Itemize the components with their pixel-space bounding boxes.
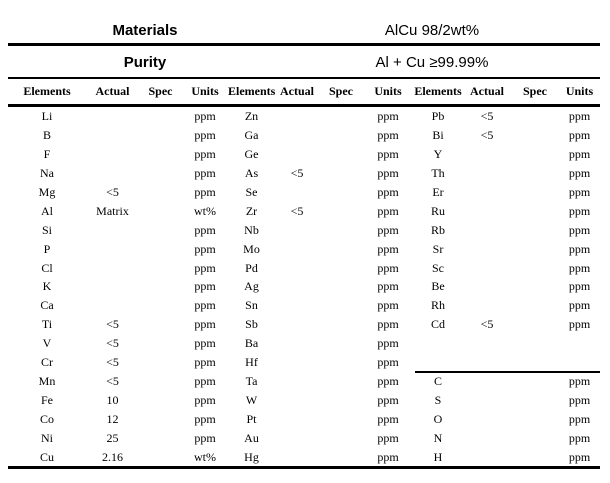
cell-element: Pd xyxy=(245,260,258,275)
cell-actual xyxy=(463,410,511,429)
cell-spec xyxy=(319,164,363,183)
cell-spec xyxy=(319,429,363,448)
cell-actual: <5 xyxy=(290,203,304,218)
cell-actual xyxy=(275,221,319,240)
cell-spec xyxy=(319,448,363,467)
cell-units: ppm xyxy=(377,336,399,351)
cell-units: ppm xyxy=(194,317,216,332)
cell-spec xyxy=(511,259,559,278)
cell-element: Ru xyxy=(430,203,445,218)
cell-spec xyxy=(139,277,182,296)
cell-units: ppm xyxy=(194,241,216,256)
cell-units: wt% xyxy=(194,203,216,218)
cell-actual: 12 xyxy=(106,412,119,426)
cell-actual: <5 xyxy=(480,317,494,332)
cell-element: Ta xyxy=(245,374,258,389)
cell-units: ppm xyxy=(568,146,591,161)
column-header-actual: Actual xyxy=(95,84,130,98)
cell-element: Al xyxy=(41,203,53,218)
cell-element: Sb xyxy=(245,317,258,332)
cell-actual xyxy=(275,259,319,278)
purity-value: Al + Cu ≥99.99% xyxy=(375,54,489,71)
cell-element: Th xyxy=(431,165,445,180)
cell-spec xyxy=(319,410,363,429)
column-header-spec: Spec xyxy=(329,84,353,98)
cell-element: Li xyxy=(41,109,53,123)
cell-units: ppm xyxy=(377,374,399,389)
materials-value: AlCu 98/2wt% xyxy=(384,22,480,39)
cell-element: F xyxy=(43,146,51,161)
cell-actual xyxy=(86,240,139,259)
cell-spec xyxy=(139,391,182,410)
cell-actual xyxy=(463,391,511,410)
cell-spec xyxy=(319,107,363,126)
cell-units: ppm xyxy=(568,412,591,426)
cell-spec xyxy=(139,296,182,315)
cell-element: Be xyxy=(431,279,445,294)
cell-spec xyxy=(139,183,182,202)
cell-spec xyxy=(139,315,182,334)
cell-actual xyxy=(275,334,319,353)
cell-units: ppm xyxy=(377,146,399,161)
cell-element: Mg xyxy=(38,184,56,199)
cell-units: wt% xyxy=(194,449,216,464)
cell-element: Ni xyxy=(41,430,53,445)
cell-actual xyxy=(463,240,511,259)
cell-spec xyxy=(511,221,559,240)
cell-actual xyxy=(463,277,511,296)
cell-actual xyxy=(463,372,511,391)
cell-element: P xyxy=(43,241,51,256)
cell-units: ppm xyxy=(568,393,591,408)
cell-element: Sn xyxy=(245,298,258,313)
cell-actual xyxy=(86,145,139,164)
cell-units: ppm xyxy=(194,222,216,237)
cell-element: Hf xyxy=(245,355,258,370)
cell-actual xyxy=(463,353,511,372)
cell-element: Cu xyxy=(39,449,54,464)
cell-actual: <5 xyxy=(480,127,494,142)
cell-actual xyxy=(275,145,319,164)
cell-units: ppm xyxy=(194,127,216,142)
cell-element: Hg xyxy=(244,449,259,464)
cell-actual xyxy=(86,277,139,296)
rule-under-materials xyxy=(8,43,600,46)
cell-element: Se xyxy=(245,184,258,199)
cell-spec xyxy=(139,126,182,145)
cell-units: ppm xyxy=(194,412,216,426)
cell-units: ppm xyxy=(194,430,216,445)
cell-element: Sr xyxy=(432,241,444,256)
cell-units: ppm xyxy=(377,279,399,294)
cell-spec xyxy=(139,107,182,126)
gas-elements-divider xyxy=(415,371,600,373)
cell-element: Sc xyxy=(432,260,444,275)
cell-units: ppm xyxy=(568,449,591,464)
cell-spec xyxy=(139,221,182,240)
cell-actual xyxy=(275,410,319,429)
cell-element: W xyxy=(245,393,258,408)
cell-units: ppm xyxy=(568,184,591,199)
cell-units: ppm xyxy=(568,374,591,389)
cell-units: ppm xyxy=(194,165,216,180)
column-header-actual: Actual xyxy=(470,84,504,98)
cell-element: Pt xyxy=(246,412,257,426)
cell-units: ppm xyxy=(377,317,399,332)
cell-actual xyxy=(275,296,319,315)
cell-units: ppm xyxy=(377,355,399,370)
cell-spec xyxy=(139,240,182,259)
cell-actual xyxy=(275,277,319,296)
cell-spec xyxy=(319,259,363,278)
column-header-units: Units xyxy=(374,84,402,98)
cell-actual xyxy=(463,145,511,164)
cell-actual xyxy=(86,164,139,183)
cell-spec xyxy=(139,164,182,183)
cell-element: Si xyxy=(41,222,52,237)
cell-element: As xyxy=(244,165,259,180)
cell-units: ppm xyxy=(377,203,399,218)
cell-spec xyxy=(319,296,363,315)
cell-spec xyxy=(319,391,363,410)
column-header-element: Elements xyxy=(414,84,462,98)
column-header-units: Units xyxy=(565,84,594,98)
cell-element: B xyxy=(42,127,51,142)
cell-units: ppm xyxy=(568,279,591,294)
cell-spec xyxy=(511,410,559,429)
cell-units: ppm xyxy=(194,146,216,161)
materials-label: Materials xyxy=(112,22,178,39)
cell-element: Ge xyxy=(244,146,259,161)
cell-spec xyxy=(319,277,363,296)
cell-actual xyxy=(275,429,319,448)
cell-actual xyxy=(463,429,511,448)
column-header-units: Units xyxy=(191,84,219,98)
cell-element: C xyxy=(433,374,442,389)
cell-spec xyxy=(511,202,559,221)
column-header-spec: Spec xyxy=(148,84,173,98)
cell-units: ppm xyxy=(568,127,591,142)
cell-element: S xyxy=(434,393,442,408)
cell-actual xyxy=(463,296,511,315)
table-header-row xyxy=(8,79,600,104)
cell-units: ppm xyxy=(194,374,216,389)
cell-element: Mn xyxy=(38,374,56,389)
cell-units: ppm xyxy=(568,317,591,332)
cell-element: Ti xyxy=(41,317,53,332)
cell-actual: <5 xyxy=(106,184,119,199)
cell-spec xyxy=(139,429,182,448)
cell-element: Zr xyxy=(245,203,258,218)
cell-spec xyxy=(511,183,559,202)
cell-spec xyxy=(319,221,363,240)
cell-element: Rb xyxy=(430,222,445,237)
cell-element: K xyxy=(42,279,52,294)
cell-actual xyxy=(275,183,319,202)
cell-spec xyxy=(511,315,559,334)
cell-actual: Matrix xyxy=(96,203,129,218)
cell-spec xyxy=(319,126,363,145)
cell-actual: 10 xyxy=(106,393,119,408)
cell-actual: <5 xyxy=(106,355,119,370)
cell-actual xyxy=(86,126,139,145)
cell-spec xyxy=(139,372,182,391)
cell-spec xyxy=(319,202,363,221)
cell-units: ppm xyxy=(377,127,399,142)
cell-units: ppm xyxy=(194,260,216,275)
cell-element: Zn xyxy=(244,109,259,123)
cell-spec xyxy=(319,315,363,334)
cell-units: ppm xyxy=(377,298,399,313)
cell-actual xyxy=(463,183,511,202)
cell-spec xyxy=(511,107,559,126)
cell-units xyxy=(559,334,600,353)
elements-grid xyxy=(8,107,600,467)
cell-spec xyxy=(319,240,363,259)
cell-actual: <5 xyxy=(106,317,119,332)
cell-units: ppm xyxy=(568,430,591,445)
cell-element: Na xyxy=(40,165,54,180)
cell-element: Rh xyxy=(430,298,445,313)
cell-element: Er xyxy=(432,184,444,199)
cell-units: ppm xyxy=(377,393,399,408)
cell-element: O xyxy=(433,412,443,426)
cell-actual: <5 xyxy=(106,336,119,351)
cell-spec xyxy=(511,372,559,391)
cell-units: ppm xyxy=(194,393,216,408)
cell-spec xyxy=(511,164,559,183)
cell-actual: 2.16 xyxy=(102,449,123,464)
cell-spec xyxy=(139,202,182,221)
cell-element: Fe xyxy=(41,393,53,408)
cell-units: ppm xyxy=(568,109,591,123)
cell-element: Ba xyxy=(244,336,259,351)
cell-units: ppm xyxy=(377,165,399,180)
cell-units: ppm xyxy=(194,336,216,351)
cell-spec xyxy=(511,334,559,353)
cell-element: Ga xyxy=(244,127,259,142)
cell-actual: <5 xyxy=(480,109,494,123)
rule-bottom xyxy=(8,466,600,469)
cell-element: Cd xyxy=(430,317,445,332)
cell-element: Bi xyxy=(432,127,444,142)
cell-element: Y xyxy=(433,146,443,161)
cell-actual xyxy=(275,126,319,145)
column-header-spec: Spec xyxy=(523,84,547,98)
cell-actual xyxy=(463,221,511,240)
purity-label: Purity xyxy=(123,54,167,71)
cell-units: ppm xyxy=(377,109,399,123)
cell-units: ppm xyxy=(377,449,399,464)
cell-spec xyxy=(319,353,363,372)
cell-element: Au xyxy=(244,430,259,445)
cell-units: ppm xyxy=(194,355,216,370)
cell-actual: <5 xyxy=(290,165,304,180)
cell-spec xyxy=(511,353,559,372)
cell-units: ppm xyxy=(377,184,399,199)
cell-spec xyxy=(139,259,182,278)
cell-actual xyxy=(463,448,511,467)
cell-element: Mo xyxy=(243,241,260,256)
cell-units: ppm xyxy=(194,184,216,199)
cell-actual xyxy=(275,107,319,126)
cell-spec xyxy=(511,145,559,164)
cell-spec xyxy=(139,145,182,164)
cell-actual xyxy=(275,315,319,334)
cell-actual xyxy=(86,259,139,278)
cell-element: Co xyxy=(39,412,54,426)
cell-actual xyxy=(275,391,319,410)
cell-spec xyxy=(511,296,559,315)
cell-actual: 25 xyxy=(106,430,119,445)
cell-spec xyxy=(139,353,182,372)
cell-spec xyxy=(319,334,363,353)
cell-units: ppm xyxy=(194,109,216,123)
cell-actual xyxy=(86,221,139,240)
cell-units: ppm xyxy=(568,165,591,180)
cell-spec xyxy=(511,126,559,145)
cell-spec xyxy=(139,334,182,353)
cell-actual: <5 xyxy=(106,374,119,389)
cell-element: Pb xyxy=(431,109,445,123)
cell-units: ppm xyxy=(568,241,591,256)
cell-actual xyxy=(275,448,319,467)
column-header-actual: Actual xyxy=(280,84,314,98)
cell-element: Ag xyxy=(244,279,259,294)
cell-spec xyxy=(511,277,559,296)
cell-actual xyxy=(463,202,511,221)
cell-element: Cr xyxy=(41,355,53,370)
cell-spec xyxy=(511,240,559,259)
cell-units: ppm xyxy=(377,260,399,275)
cell-actual xyxy=(463,164,511,183)
cell-spec xyxy=(319,183,363,202)
cell-actual xyxy=(463,259,511,278)
cell-actual xyxy=(275,353,319,372)
cell-units: ppm xyxy=(568,298,591,313)
cell-spec xyxy=(511,391,559,410)
cell-units: ppm xyxy=(194,298,216,313)
cell-actual xyxy=(275,240,319,259)
cell-element: V xyxy=(42,336,52,351)
cell-element: Cl xyxy=(41,260,53,275)
cell-spec xyxy=(139,448,182,467)
cell-actual xyxy=(86,107,139,126)
cell-spec xyxy=(319,145,363,164)
cell-units: ppm xyxy=(377,412,399,426)
cell-units: ppm xyxy=(568,260,591,275)
cell-units: ppm xyxy=(377,241,399,256)
cell-units: ppm xyxy=(568,222,591,237)
cell-units: ppm xyxy=(377,430,399,445)
cell-units xyxy=(559,353,600,372)
cell-element: H xyxy=(433,449,443,464)
cell-units: ppm xyxy=(377,222,399,237)
cell-actual xyxy=(463,334,511,353)
cell-spec xyxy=(139,410,182,429)
cell-element: Ca xyxy=(40,298,54,313)
cell-element xyxy=(413,334,463,353)
cell-spec xyxy=(511,448,559,467)
cell-element: Nb xyxy=(244,222,259,237)
cell-actual xyxy=(86,296,139,315)
column-header-element: Elements xyxy=(228,84,276,98)
column-header-element: Elements xyxy=(23,84,71,98)
cell-element: N xyxy=(433,430,443,445)
cell-units: ppm xyxy=(568,203,591,218)
cell-element xyxy=(413,353,463,372)
cell-actual xyxy=(275,372,319,391)
cell-units: ppm xyxy=(194,279,216,294)
cell-spec xyxy=(511,429,559,448)
cell-spec xyxy=(319,372,363,391)
